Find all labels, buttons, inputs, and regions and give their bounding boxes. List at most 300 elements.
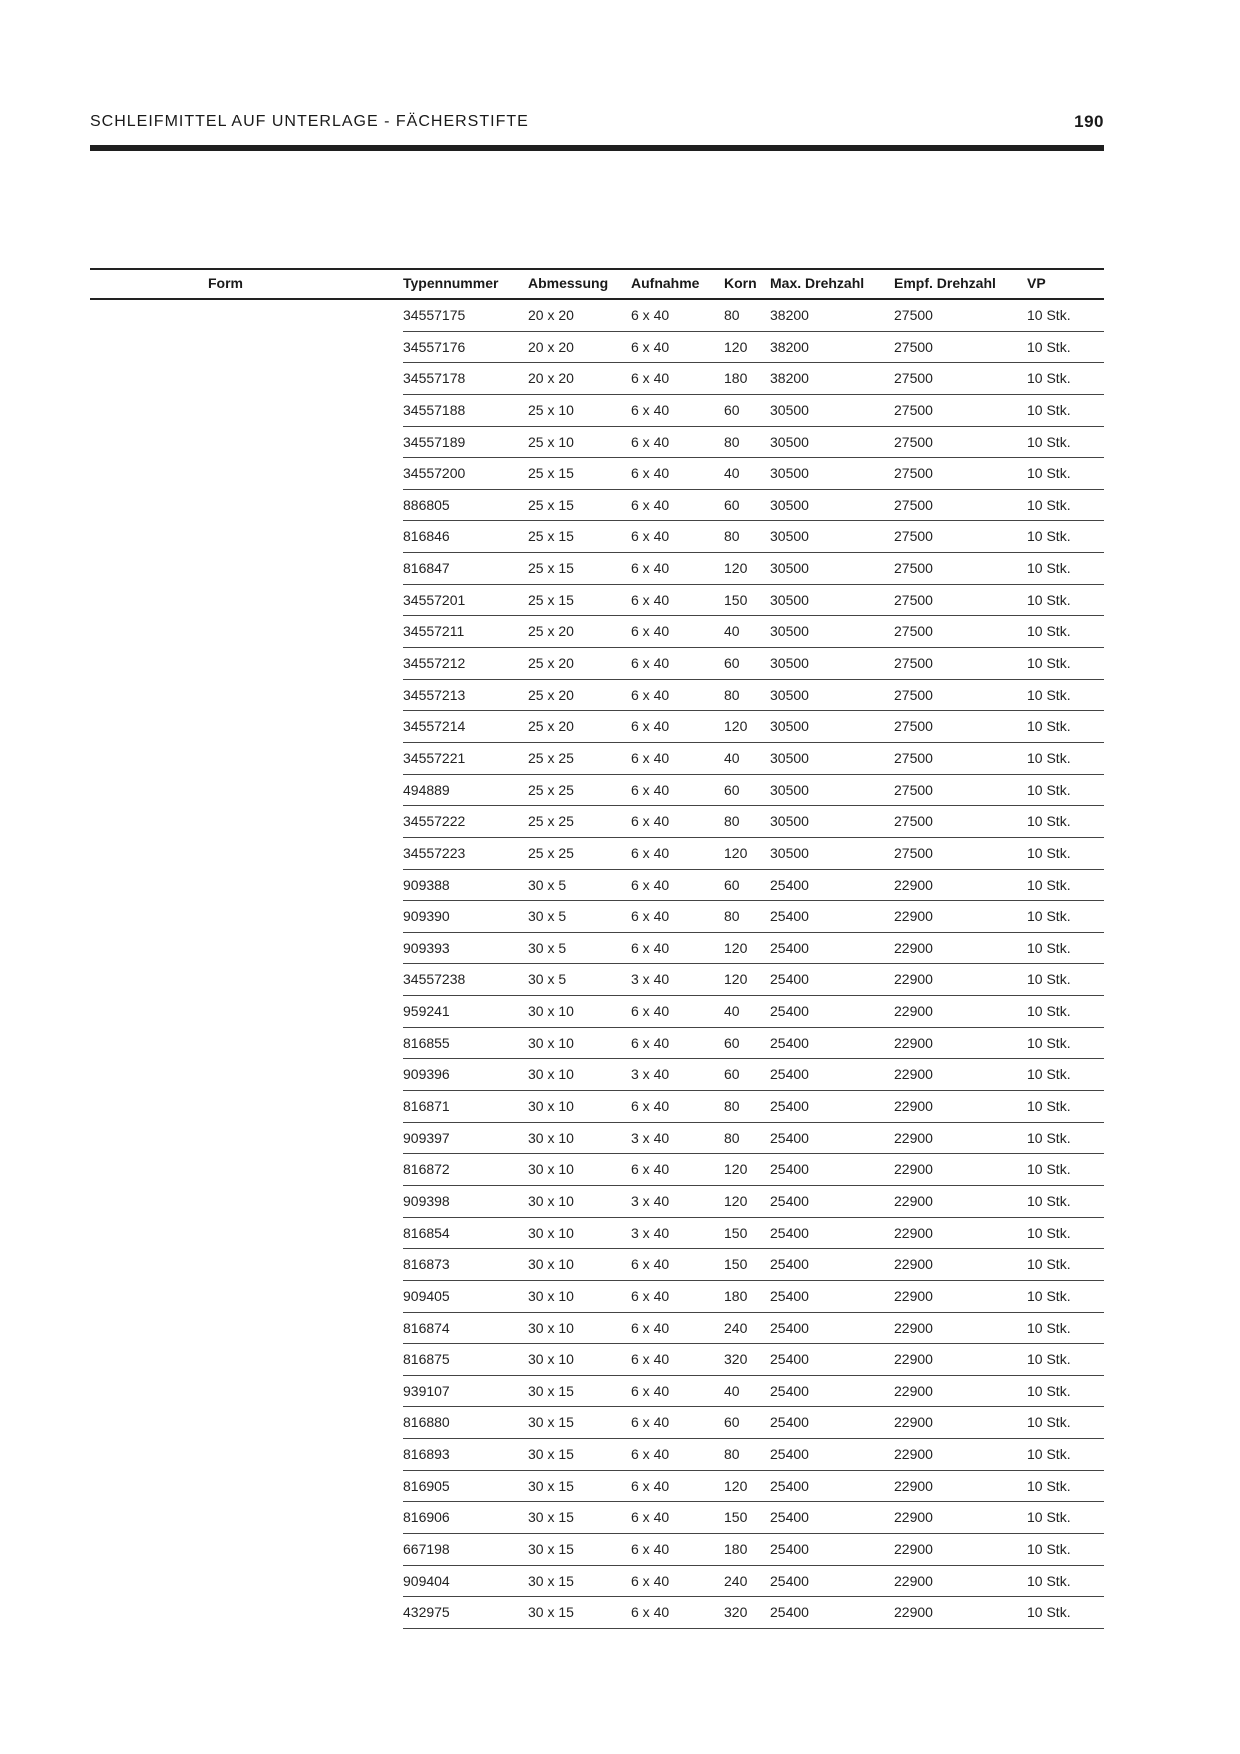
- abmessung-cell: 30 x 10: [528, 1256, 574, 1273]
- vp-cell: 10 Stk.: [1027, 1319, 1071, 1336]
- korn-cell: 80: [724, 307, 740, 323]
- abmessung-cell: 30 x 15: [528, 1446, 574, 1463]
- korn-cell: 80: [724, 908, 740, 925]
- vp-cell: 10 Stk.: [1027, 338, 1071, 355]
- table-row: [403, 1028, 1104, 1060]
- typennummer-cell: 34557223: [403, 844, 466, 861]
- typennummer-cell: 816880: [403, 1414, 450, 1431]
- max-drehzahl-cell: 30500: [770, 623, 809, 640]
- korn-cell: 40: [724, 1382, 740, 1399]
- aufnahme-cell: 6 x 40: [631, 1319, 670, 1336]
- vp-cell: 10 Stk.: [1027, 1446, 1071, 1463]
- aufnahme-cell: 3 x 40: [631, 1192, 670, 1209]
- typennummer-cell: 909393: [403, 939, 450, 956]
- max-drehzahl-cell: 25400: [770, 1287, 809, 1304]
- korn-cell: 120: [724, 1161, 748, 1178]
- abmessung-cell: 30 x 10: [528, 1034, 574, 1051]
- typennummer-cell: 816873: [403, 1256, 450, 1273]
- empf-drehzahl-cell: 27500: [894, 370, 933, 387]
- aufnahme-cell: 6 x 40: [631, 623, 670, 640]
- table-row: [403, 332, 1104, 364]
- max-drehzahl-cell: 25400: [770, 1477, 809, 1494]
- empf-drehzahl-cell: 27500: [894, 749, 933, 766]
- table-row: [403, 490, 1104, 522]
- abmessung-cell: 25 x 25: [528, 813, 574, 830]
- vp-cell: 10 Stk.: [1027, 1129, 1071, 1146]
- korn-cell: 60: [724, 876, 740, 893]
- vp-cell: 10 Stk.: [1027, 623, 1071, 640]
- vp-cell: 10 Stk.: [1027, 1161, 1071, 1178]
- vp-cell: 10 Stk.: [1027, 813, 1071, 830]
- max-drehzahl-cell: 25400: [770, 1540, 809, 1557]
- korn-cell: 120: [724, 844, 748, 861]
- korn-cell: 80: [724, 1446, 740, 1463]
- aufnahme-cell: 6 x 40: [631, 718, 670, 735]
- table-row: [403, 1439, 1104, 1471]
- empf-drehzahl-cell: 22900: [894, 1414, 933, 1431]
- abmessung-cell: 30 x 10: [528, 1098, 574, 1115]
- empf-drehzahl-cell: 22900: [894, 1446, 933, 1463]
- max-drehzahl-cell: 25400: [770, 1319, 809, 1336]
- max-drehzahl-cell: 25400: [770, 1414, 809, 1431]
- max-drehzahl-cell: 30500: [770, 655, 809, 672]
- aufnahme-cell: 6 x 40: [631, 939, 670, 956]
- typennummer-cell: 34557176: [403, 338, 466, 355]
- abmessung-cell: 25 x 20: [528, 655, 574, 672]
- empf-drehzahl-cell: 22900: [894, 1066, 933, 1083]
- typennummer-cell: 34557214: [403, 718, 466, 735]
- table-row: [403, 458, 1104, 490]
- column-header-korn: Korn: [724, 275, 757, 291]
- korn-cell: 40: [724, 465, 740, 482]
- aufnahme-cell: 6 x 40: [631, 749, 670, 766]
- aufnahme-cell: 6 x 40: [631, 813, 670, 830]
- typennummer-cell: 494889: [403, 781, 450, 798]
- typennummer-cell: 816893: [403, 1446, 450, 1463]
- korn-cell: 60: [724, 655, 740, 672]
- empf-drehzahl-cell: 22900: [894, 1540, 933, 1557]
- table-row: [403, 933, 1104, 965]
- korn-cell: 60: [724, 1034, 740, 1051]
- aufnahme-cell: 6 x 40: [631, 1034, 670, 1051]
- max-drehzahl-cell: 25400: [770, 876, 809, 893]
- empf-drehzahl-cell: 27500: [894, 781, 933, 798]
- empf-drehzahl-cell: 27500: [894, 813, 933, 830]
- abmessung-cell: 20 x 20: [528, 307, 574, 323]
- aufnahme-cell: 6 x 40: [631, 433, 670, 450]
- table-row: [403, 1123, 1104, 1155]
- typennummer-cell: 909404: [403, 1572, 450, 1589]
- max-drehzahl-cell: 25400: [770, 1098, 809, 1115]
- max-drehzahl-cell: 30500: [770, 528, 809, 545]
- empf-drehzahl-cell: 22900: [894, 1382, 933, 1399]
- abmessung-cell: 25 x 15: [528, 465, 574, 482]
- vp-cell: 10 Stk.: [1027, 876, 1071, 893]
- abmessung-cell: 30 x 15: [528, 1540, 574, 1557]
- empf-drehzahl-cell: 22900: [894, 1129, 933, 1146]
- max-drehzahl-cell: 25400: [770, 1382, 809, 1399]
- vp-cell: 10 Stk.: [1027, 1477, 1071, 1494]
- typennummer-cell: 909390: [403, 908, 450, 925]
- korn-cell: 150: [724, 1224, 748, 1241]
- typennummer-cell: 34557200: [403, 465, 466, 482]
- abmessung-cell: 30 x 10: [528, 1224, 574, 1241]
- vp-cell: 10 Stk.: [1027, 971, 1071, 988]
- table-row: [403, 870, 1104, 902]
- korn-cell: 150: [724, 591, 748, 608]
- abmessung-cell: 25 x 25: [528, 781, 574, 798]
- abmessung-cell: 25 x 15: [528, 560, 574, 577]
- korn-cell: 40: [724, 1003, 740, 1020]
- column-header-empf-drehzahl: Empf. Drehzahl: [894, 275, 996, 291]
- abmessung-cell: 30 x 15: [528, 1414, 574, 1431]
- abmessung-cell: 25 x 20: [528, 623, 574, 640]
- typennummer-cell: 34557222: [403, 813, 466, 830]
- abmessung-cell: 30 x 10: [528, 1003, 574, 1020]
- table-row: [403, 1218, 1104, 1250]
- vp-cell: 10 Stk.: [1027, 655, 1071, 672]
- table-row: [403, 648, 1104, 680]
- abmessung-cell: 25 x 15: [528, 528, 574, 545]
- korn-cell: 120: [724, 338, 748, 355]
- vp-cell: 10 Stk.: [1027, 781, 1071, 798]
- empf-drehzahl-cell: 22900: [894, 876, 933, 893]
- korn-cell: 120: [724, 718, 748, 735]
- vp-cell: 10 Stk.: [1027, 844, 1071, 861]
- vp-cell: 10 Stk.: [1027, 1034, 1071, 1051]
- page-header: [90, 113, 1104, 135]
- max-drehzahl-cell: 38200: [770, 338, 809, 355]
- max-drehzahl-cell: 25400: [770, 1446, 809, 1463]
- empf-drehzahl-cell: 27500: [894, 433, 933, 450]
- aufnahme-cell: 6 x 40: [631, 560, 670, 577]
- table-row: [403, 1154, 1104, 1186]
- typennummer-cell: 34557178: [403, 370, 466, 387]
- table-row: [403, 1059, 1104, 1091]
- max-drehzahl-cell: 30500: [770, 465, 809, 482]
- aufnahme-cell: 6 x 40: [631, 1572, 670, 1589]
- column-header-typennummer: Typennummer: [403, 275, 499, 291]
- table-top-rule: [90, 268, 1104, 270]
- typennummer-cell: 816874: [403, 1319, 450, 1336]
- aufnahme-cell: 6 x 40: [631, 876, 670, 893]
- vp-cell: 10 Stk.: [1027, 908, 1071, 925]
- typennummer-cell: 816847: [403, 560, 450, 577]
- abmessung-cell: 30 x 10: [528, 1161, 574, 1178]
- vp-cell: 10 Stk.: [1027, 718, 1071, 735]
- typennummer-cell: 34557201: [403, 591, 466, 608]
- vp-cell: 10 Stk.: [1027, 1604, 1071, 1621]
- table-row: [403, 1313, 1104, 1345]
- table-row: [403, 1407, 1104, 1439]
- aufnahme-cell: 6 x 40: [631, 465, 670, 482]
- aufnahme-cell: 3 x 40: [631, 1224, 670, 1241]
- aufnahme-cell: 6 x 40: [631, 370, 670, 387]
- abmessung-cell: 30 x 10: [528, 1287, 574, 1304]
- korn-cell: 180: [724, 370, 748, 387]
- max-drehzahl-cell: 30500: [770, 401, 809, 418]
- typennummer-cell: 816854: [403, 1224, 450, 1241]
- korn-cell: 80: [724, 433, 740, 450]
- aufnahme-cell: 6 x 40: [631, 307, 670, 323]
- empf-drehzahl-cell: 27500: [894, 560, 933, 577]
- table-row: [403, 1091, 1104, 1123]
- empf-drehzahl-cell: 22900: [894, 908, 933, 925]
- table-row: [403, 395, 1104, 427]
- korn-cell: 180: [724, 1540, 748, 1557]
- table-row: [403, 1186, 1104, 1218]
- max-drehzahl-cell: 25400: [770, 1003, 809, 1020]
- empf-drehzahl-cell: 27500: [894, 686, 933, 703]
- aufnahme-cell: 3 x 40: [631, 1066, 670, 1083]
- vp-cell: 10 Stk.: [1027, 1098, 1071, 1115]
- table-row: [403, 775, 1104, 807]
- table-row: [403, 616, 1104, 648]
- empf-drehzahl-cell: 22900: [894, 1256, 933, 1273]
- table-row: [403, 363, 1104, 395]
- header-rule: [90, 145, 1104, 151]
- aufnahme-cell: 3 x 40: [631, 971, 670, 988]
- abmessung-cell: 30 x 10: [528, 1192, 574, 1209]
- empf-drehzahl-cell: 22900: [894, 939, 933, 956]
- aufnahme-cell: 6 x 40: [631, 1509, 670, 1526]
- max-drehzahl-cell: 25400: [770, 1351, 809, 1368]
- aufnahme-cell: 6 x 40: [631, 1540, 670, 1557]
- aufnahme-cell: 6 x 40: [631, 908, 670, 925]
- aufnahme-cell: 6 x 40: [631, 1256, 670, 1273]
- table-row: [403, 743, 1104, 775]
- korn-cell: 320: [724, 1351, 748, 1368]
- aufnahme-cell: 6 x 40: [631, 1351, 670, 1368]
- table-row: [403, 1534, 1104, 1566]
- abmessung-cell: 25 x 15: [528, 591, 574, 608]
- abmessung-cell: 30 x 5: [528, 971, 567, 988]
- table-row: [403, 806, 1104, 838]
- abmessung-cell: 30 x 10: [528, 1129, 574, 1146]
- korn-cell: 60: [724, 496, 740, 513]
- max-drehzahl-cell: 25400: [770, 1224, 809, 1241]
- aufnahme-cell: 6 x 40: [631, 1003, 670, 1020]
- korn-cell: 120: [724, 971, 748, 988]
- korn-cell: 60: [724, 1066, 740, 1083]
- table-row: [403, 300, 1104, 332]
- korn-cell: 80: [724, 1129, 740, 1146]
- max-drehzahl-cell: 30500: [770, 844, 809, 861]
- table-row: [403, 1376, 1104, 1408]
- max-drehzahl-cell: 25400: [770, 1129, 809, 1146]
- typennummer-cell: 34557238: [403, 971, 466, 988]
- typennummer-cell: 667198: [403, 1540, 450, 1557]
- table-row: [403, 1597, 1104, 1629]
- abmessung-cell: 30 x 15: [528, 1509, 574, 1526]
- abmessung-cell: 25 x 25: [528, 844, 574, 861]
- abmessung-cell: 25 x 20: [528, 718, 574, 735]
- empf-drehzahl-cell: 22900: [894, 1098, 933, 1115]
- column-header-form: Form: [208, 275, 243, 291]
- typennummer-cell: 432975: [403, 1604, 450, 1621]
- typennummer-cell: 909397: [403, 1129, 450, 1146]
- vp-cell: 10 Stk.: [1027, 591, 1071, 608]
- table-row: [403, 521, 1104, 553]
- typennummer-cell: 34557189: [403, 433, 466, 450]
- typennummer-cell: 886805: [403, 496, 450, 513]
- table-row: [403, 553, 1104, 585]
- table-row: [403, 427, 1104, 459]
- aufnahme-cell: 6 x 40: [631, 528, 670, 545]
- table-row: [403, 1471, 1104, 1503]
- empf-drehzahl-cell: 22900: [894, 1287, 933, 1304]
- vp-cell: 10 Stk.: [1027, 1540, 1071, 1557]
- aufnahme-cell: 6 x 40: [631, 844, 670, 861]
- empf-drehzahl-cell: 22900: [894, 1192, 933, 1209]
- typennummer-cell: 939107: [403, 1382, 450, 1399]
- max-drehzahl-cell: 38200: [770, 370, 809, 387]
- aufnahme-cell: 6 x 40: [631, 338, 670, 355]
- max-drehzahl-cell: 30500: [770, 686, 809, 703]
- vp-cell: 10 Stk.: [1027, 496, 1071, 513]
- typennummer-cell: 816855: [403, 1034, 450, 1051]
- vp-cell: 10 Stk.: [1027, 749, 1071, 766]
- korn-cell: 320: [724, 1604, 748, 1621]
- abmessung-cell: 30 x 10: [528, 1351, 574, 1368]
- korn-cell: 180: [724, 1287, 748, 1304]
- vp-cell: 10 Stk.: [1027, 1224, 1071, 1241]
- vp-cell: 10 Stk.: [1027, 560, 1071, 577]
- vp-cell: 10 Stk.: [1027, 1066, 1071, 1083]
- korn-cell: 150: [724, 1256, 748, 1273]
- aufnahme-cell: 6 x 40: [631, 1382, 670, 1399]
- page-number: 190: [1074, 112, 1104, 131]
- vp-cell: 10 Stk.: [1027, 1382, 1071, 1399]
- vp-cell: 10 Stk.: [1027, 1256, 1071, 1273]
- table-row: [403, 996, 1104, 1028]
- abmessung-cell: 25 x 25: [528, 749, 574, 766]
- abmessung-cell: 30 x 10: [528, 1066, 574, 1083]
- empf-drehzahl-cell: 27500: [894, 307, 933, 323]
- max-drehzahl-cell: 30500: [770, 560, 809, 577]
- korn-cell: 240: [724, 1319, 748, 1336]
- korn-cell: 80: [724, 528, 740, 545]
- empf-drehzahl-cell: 27500: [894, 465, 933, 482]
- empf-drehzahl-cell: 22900: [894, 1161, 933, 1178]
- typennummer-cell: 34557188: [403, 401, 466, 418]
- max-drehzahl-cell: 25400: [770, 971, 809, 988]
- empf-drehzahl-cell: 22900: [894, 1319, 933, 1336]
- vp-cell: 10 Stk.: [1027, 1572, 1071, 1589]
- abmessung-cell: 25 x 10: [528, 401, 574, 418]
- max-drehzahl-cell: 25400: [770, 908, 809, 925]
- empf-drehzahl-cell: 22900: [894, 1034, 933, 1051]
- korn-cell: 60: [724, 401, 740, 418]
- typennummer-cell: 816905: [403, 1477, 450, 1494]
- abmessung-cell: 30 x 10: [528, 1319, 574, 1336]
- max-drehzahl-cell: 25400: [770, 1509, 809, 1526]
- table-row: [403, 901, 1104, 933]
- abmessung-cell: 30 x 15: [528, 1572, 574, 1589]
- max-drehzahl-cell: 25400: [770, 1161, 809, 1178]
- aufnahme-cell: 6 x 40: [631, 1477, 670, 1494]
- typennummer-cell: 34557221: [403, 749, 466, 766]
- vp-cell: 10 Stk.: [1027, 528, 1071, 545]
- vp-cell: 10 Stk.: [1027, 433, 1071, 450]
- vp-cell: 10 Stk.: [1027, 1351, 1071, 1368]
- abmessung-cell: 30 x 5: [528, 908, 567, 925]
- vp-cell: 10 Stk.: [1027, 1192, 1071, 1209]
- typennummer-cell: 816846: [403, 528, 450, 545]
- table-row: [403, 838, 1104, 870]
- table-row: [403, 680, 1104, 712]
- aufnahme-cell: 6 x 40: [631, 401, 670, 418]
- vp-cell: 10 Stk.: [1027, 307, 1071, 323]
- empf-drehzahl-cell: 22900: [894, 1351, 933, 1368]
- abmessung-cell: 25 x 10: [528, 433, 574, 450]
- max-drehzahl-cell: 30500: [770, 718, 809, 735]
- korn-cell: 120: [724, 1477, 748, 1494]
- column-header-aufnahme: Aufnahme: [631, 275, 700, 291]
- korn-cell: 120: [724, 560, 748, 577]
- abmessung-cell: 30 x 15: [528, 1477, 574, 1494]
- empf-drehzahl-cell: 27500: [894, 401, 933, 418]
- max-drehzahl-cell: 25400: [770, 1066, 809, 1083]
- aufnahme-cell: 6 x 40: [631, 1414, 670, 1431]
- table-row: [403, 711, 1104, 743]
- empf-drehzahl-cell: 27500: [894, 496, 933, 513]
- typennummer-cell: 34557212: [403, 655, 466, 672]
- column-header-abmessung: Abmessung: [528, 275, 609, 291]
- vp-cell: 10 Stk.: [1027, 465, 1071, 482]
- max-drehzahl-cell: 25400: [770, 1256, 809, 1273]
- typennummer-cell: 909398: [403, 1192, 450, 1209]
- aufnahme-cell: 6 x 40: [631, 781, 670, 798]
- max-drehzahl-cell: 25400: [770, 1034, 809, 1051]
- table-row: [403, 1344, 1104, 1376]
- vp-cell: 10 Stk.: [1027, 1287, 1071, 1304]
- max-drehzahl-cell: 25400: [770, 1604, 809, 1621]
- abmessung-cell: 30 x 5: [528, 876, 567, 893]
- typennummer-cell: 959241: [403, 1003, 450, 1020]
- korn-cell: 150: [724, 1509, 748, 1526]
- korn-cell: 240: [724, 1572, 748, 1589]
- abmessung-cell: 30 x 15: [528, 1604, 574, 1621]
- max-drehzahl-cell: 30500: [770, 591, 809, 608]
- vp-cell: 10 Stk.: [1027, 939, 1071, 956]
- vp-cell: 10 Stk.: [1027, 1509, 1071, 1526]
- aufnahme-cell: 6 x 40: [631, 1446, 670, 1463]
- empf-drehzahl-cell: 22900: [894, 1003, 933, 1020]
- column-header-max-drehzahl: Max. Drehzahl: [770, 275, 865, 291]
- typennummer-cell: 34557213: [403, 686, 466, 703]
- aufnahme-cell: 6 x 40: [631, 655, 670, 672]
- max-drehzahl-cell: 30500: [770, 749, 809, 766]
- max-drehzahl-cell: 30500: [770, 813, 809, 830]
- korn-cell: 80: [724, 1098, 740, 1115]
- typennummer-cell: 816875: [403, 1351, 450, 1368]
- table-row: [403, 585, 1104, 617]
- abmessung-cell: 20 x 20: [528, 338, 574, 355]
- max-drehzahl-cell: 30500: [770, 433, 809, 450]
- aufnahme-cell: 6 x 40: [631, 1287, 670, 1304]
- typennummer-cell: 909388: [403, 876, 450, 893]
- empf-drehzahl-cell: 27500: [894, 655, 933, 672]
- aufnahme-cell: 6 x 40: [631, 1098, 670, 1115]
- korn-cell: 80: [724, 686, 740, 703]
- korn-cell: 120: [724, 1192, 748, 1209]
- empf-drehzahl-cell: 22900: [894, 1604, 933, 1621]
- abmessung-cell: 30 x 5: [528, 939, 567, 956]
- column-header-vp: VP: [1027, 275, 1046, 291]
- empf-drehzahl-cell: 27500: [894, 718, 933, 735]
- aufnahme-cell: 6 x 40: [631, 1161, 670, 1178]
